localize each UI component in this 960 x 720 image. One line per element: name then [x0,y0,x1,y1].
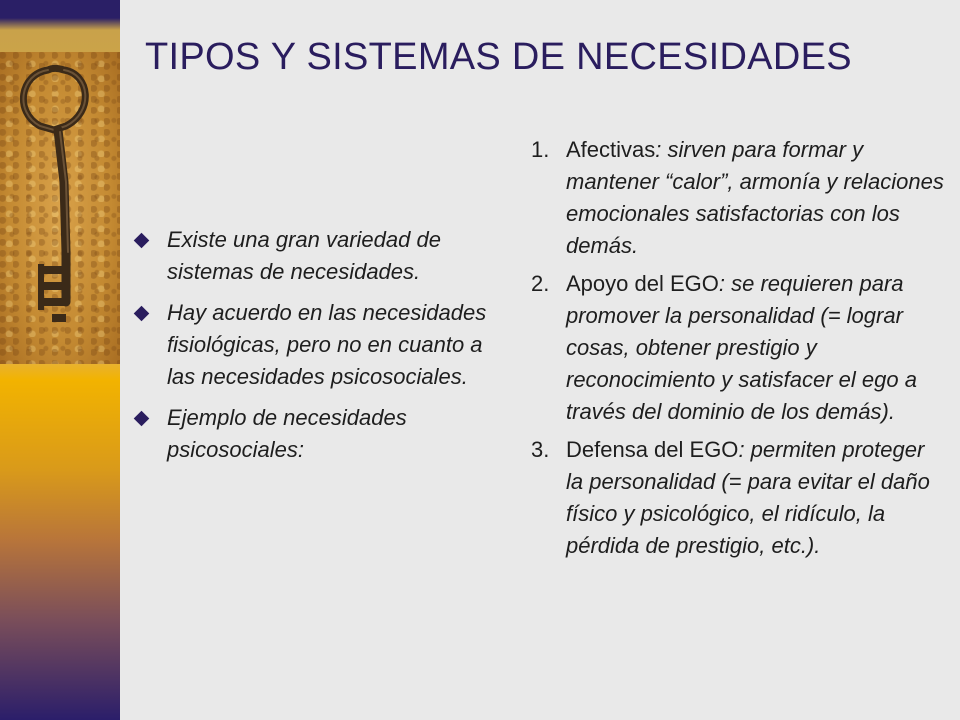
need-description: : permiten proteger la personalidad (= para evitar el daño físico y psicológico, el ridículo, la pérdida de prestigio, etc.). [566,437,930,558]
need-item [531,134,946,262]
need-term: Defensa del EGO [566,437,739,462]
need-number: 3. [531,437,550,462]
slide-title: TIPOS Y SISTEMAS DE NECESIDADES [145,36,852,78]
need-description: : se requieren para promover la personalidad (= lograr cosas, obtener prestigio y reconocimiento y satisfacer el ego a través del dominio de los demás). [566,271,917,424]
need-item [531,268,946,428]
need-term: Afectivas [566,137,656,162]
diamond-bullet-icon [134,411,150,427]
need-term: Apoyo del EGO [566,271,719,296]
need-number: 1. [531,137,550,162]
need-number: 2. [531,271,550,296]
needs-numbered-list [531,134,946,568]
list-item [133,224,513,288]
need-description: : sirven para formar y mantener “calor”, armonía y relaciones emocionales satisfactorias con los demás. [566,137,944,258]
diamond-bullet-icon [134,233,150,249]
need-item [531,434,946,562]
list-item [133,297,513,393]
list-item-text: Existe una gran variedad de sistemas de necesidades. [167,227,441,284]
list-item-text: Hay acuerdo en las necesidades fisiológicas, pero no en cuanto a las necesidades psicosociales. [167,300,487,389]
list-item [133,402,513,466]
list-item-text: Ejemplo de necesidades psicosociales: [167,405,407,462]
left-bullet-list [133,224,513,475]
key-image [0,52,120,364]
diamond-bullet-icon [134,306,150,322]
